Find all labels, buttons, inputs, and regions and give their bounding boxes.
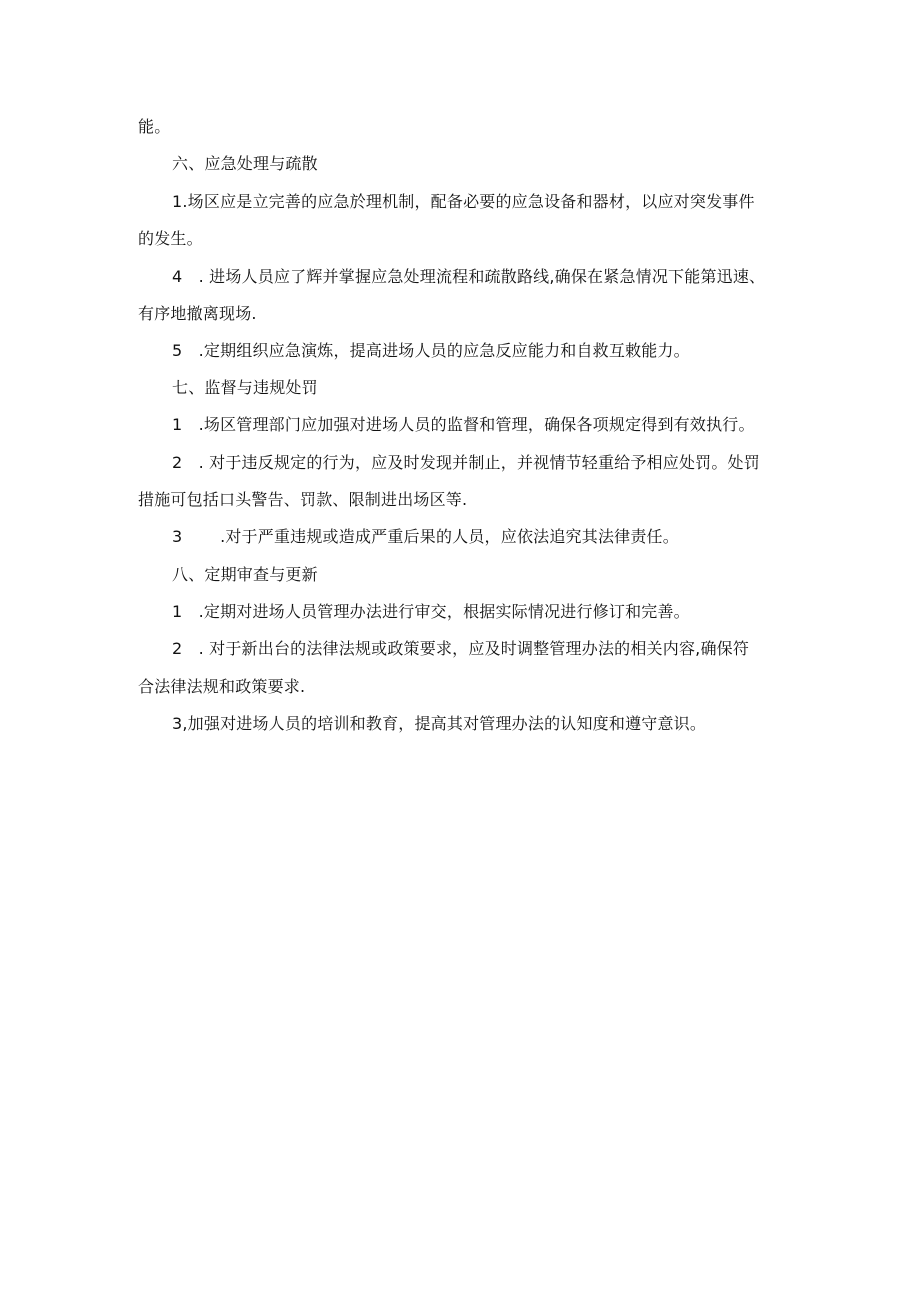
section-heading-emergency: 六、应急处理与疏散 [172, 154, 318, 173]
paragraph-review-1: 1 .定期对进场人员管理办法进行审交，根据实际情况进行修订和完善。 [172, 602, 690, 621]
paragraph-supervision-2: 2 . 对于违反规定的行为，应及时发现并制止，并视情节轻重给予相应处罚。处罚 [172, 453, 760, 472]
paragraph-emergency-5: 5 .定期组织应急演炼，提高进场人员的应急反应能力和自救互敕能力。 [172, 341, 690, 360]
paragraph-emergency-4: 4 . 进场人员应了辉并掌握应急处理流程和疏散路线,确保在紧急情况下能第迅速、 [172, 267, 766, 286]
paragraph-supervision-2-cont: 措施可包括口头警告、罚款、限制进出场区等. [138, 490, 468, 509]
paragraph-emergency-4-cont: 有序地撤离现场. [138, 304, 257, 323]
paragraph-supervision-3: 3 .对于严重违规或造成严重后果的人员，应依法追究其法律责任。 [172, 527, 679, 546]
section-heading-supervision: 七、监督与违规处罚 [172, 378, 318, 397]
section-heading-review: 八、定期审查与更新 [172, 565, 318, 584]
paragraph-review-3: 3,加强对进场人员的培训和教育，提高其对管理办法的认知度和遵守意识。 [172, 714, 707, 733]
text-line-continuation: 能。 [138, 117, 171, 136]
paragraph-emergency-1: 1.场区应是立完善的应急於理机制，配备必要的应急设备和器材，以应对突发事件 [172, 192, 755, 211]
paragraph-emergency-1-cont: 的发生。 [138, 229, 203, 248]
paragraph-supervision-1: 1 .场区管理部门应加强对进场人员的监督和管理，确保各项规定得到有效执行。 [172, 415, 755, 434]
paragraph-review-2-cont: 合法律法规和政策要求. [138, 677, 306, 696]
paragraph-review-2: 2 . 对于新出台的法律法规或政策要求，应及时调整管理办法的相关内容,确保符 [172, 639, 750, 658]
